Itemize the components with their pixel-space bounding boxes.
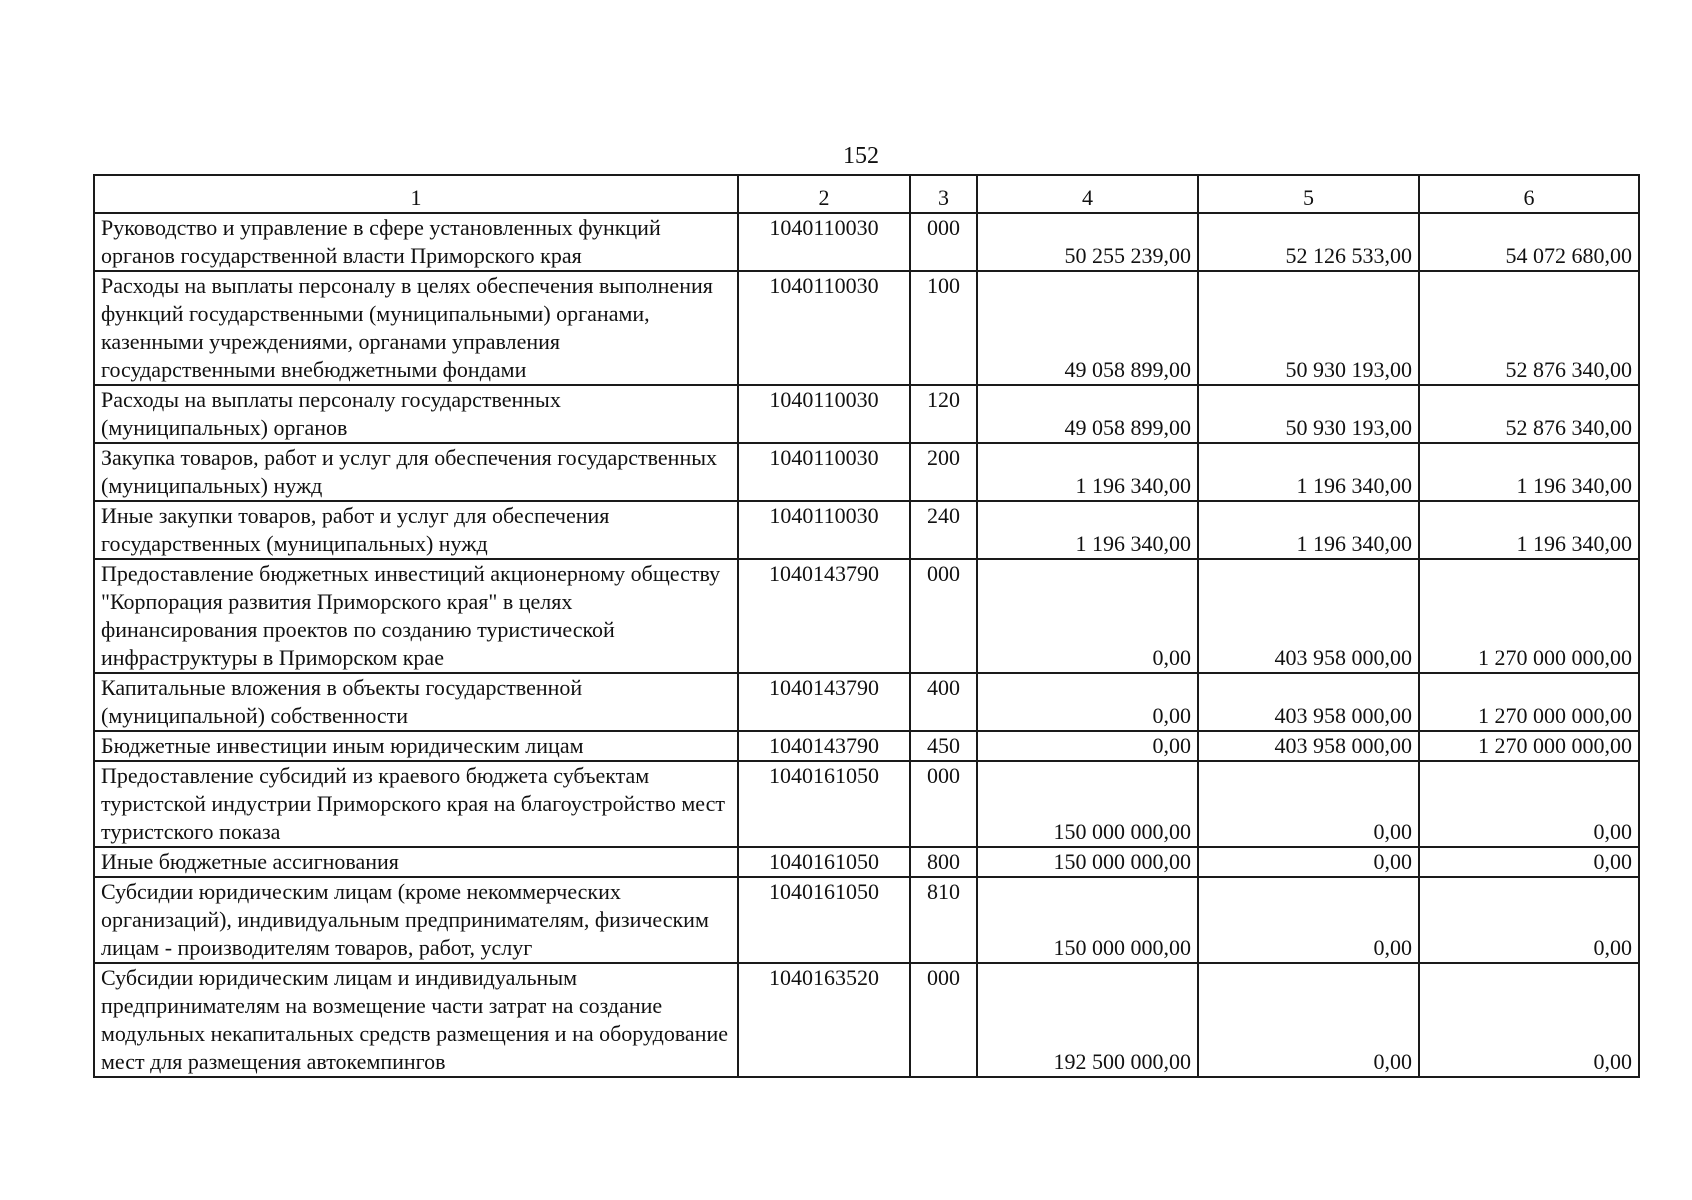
row-value-col6: 1 270 000 000,00 [1419, 559, 1639, 673]
row-value-col6: 0,00 [1419, 847, 1639, 877]
row-value-col6: 1 270 000 000,00 [1419, 673, 1639, 731]
row-value-col5: 403 958 000,00 [1198, 673, 1419, 731]
row-value-col4: 150 000 000,00 [977, 847, 1198, 877]
row-value-col5: 50 930 193,00 [1198, 271, 1419, 385]
row-type: 100 [910, 271, 977, 385]
row-type: 000 [910, 963, 977, 1077]
row-value-col5: 52 126 533,00 [1198, 213, 1419, 271]
row-value-col5: 403 958 000,00 [1198, 559, 1419, 673]
row-value-col4: 150 000 000,00 [977, 761, 1198, 847]
column-header-code: 2 [738, 175, 910, 213]
table-row [94, 385, 1639, 443]
row-value-col4: 1 196 340,00 [977, 501, 1198, 559]
row-value-col4: 0,00 [977, 559, 1198, 673]
row-code: 1040163520 [738, 963, 910, 1077]
row-value-col6: 54 072 680,00 [1419, 213, 1639, 271]
row-code: 1040161050 [738, 761, 910, 847]
row-value-col5: 1 196 340,00 [1198, 443, 1419, 501]
table-row [94, 271, 1639, 385]
row-value-col6: 52 876 340,00 [1419, 385, 1639, 443]
column-header-year-2: 5 [1198, 175, 1419, 213]
row-code: 1040143790 [738, 559, 910, 673]
row-value-col5: 0,00 [1198, 877, 1419, 963]
row-description: Закупка товаров, работ и услуг для обеспечения государственных (муниципальных) нужд [94, 443, 738, 501]
table-header-row [94, 175, 1639, 213]
row-description: Руководство и управление в сфере установленных функций органов государственной власти Приморского края [94, 213, 738, 271]
row-value-col5: 0,00 [1198, 847, 1419, 877]
row-type: 400 [910, 673, 977, 731]
table-row [94, 963, 1639, 1077]
row-value-col4: 49 058 899,00 [977, 385, 1198, 443]
column-header-year-3: 6 [1419, 175, 1639, 213]
row-description: Иные бюджетные ассигнования [94, 847, 738, 877]
row-value-col6: 1 196 340,00 [1419, 443, 1639, 501]
row-code: 1040143790 [738, 731, 910, 761]
row-value-col5: 1 196 340,00 [1198, 501, 1419, 559]
table-row [94, 877, 1639, 963]
row-code: 1040110030 [738, 271, 910, 385]
column-header-description: 1 [94, 175, 738, 213]
row-description: Расходы на выплаты персоналу в целях обеспечения выполнения функций государственными (муниципальными) органами, казенными учреждениями, органами управления государственными внебюджетными фондами [94, 271, 738, 385]
row-description: Иные закупки товаров, работ и услуг для обеспечения государственных (муниципальных) нужд [94, 501, 738, 559]
row-value-col4: 50 255 239,00 [977, 213, 1198, 271]
table-body [94, 213, 1639, 1077]
table-row [94, 559, 1639, 673]
row-value-col4: 49 058 899,00 [977, 271, 1198, 385]
row-value-col6: 0,00 [1419, 963, 1639, 1077]
row-type: 800 [910, 847, 977, 877]
budget-table [93, 174, 1640, 1078]
row-value-col6: 1 196 340,00 [1419, 501, 1639, 559]
table-row [94, 501, 1639, 559]
row-value-col5: 0,00 [1198, 761, 1419, 847]
row-value-col4: 192 500 000,00 [977, 963, 1198, 1077]
row-value-col6: 0,00 [1419, 761, 1639, 847]
row-code: 1040161050 [738, 847, 910, 877]
row-value-col4: 1 196 340,00 [977, 443, 1198, 501]
table-row [94, 673, 1639, 731]
row-value-col4: 150 000 000,00 [977, 877, 1198, 963]
row-value-col5: 50 930 193,00 [1198, 385, 1419, 443]
row-code: 1040110030 [738, 385, 910, 443]
row-type: 120 [910, 385, 977, 443]
row-description: Субсидии юридическим лицам (кроме некоммерческих организаций), индивидуальным предпринимателям, физическим лицам - производителям товаров, работ, услуг [94, 877, 738, 963]
row-code: 1040110030 [738, 501, 910, 559]
row-value-col6: 52 876 340,00 [1419, 271, 1639, 385]
row-type: 000 [910, 213, 977, 271]
row-code: 1040110030 [738, 213, 910, 271]
row-type: 810 [910, 877, 977, 963]
page-number: 152 [843, 143, 879, 169]
table-row [94, 443, 1639, 501]
table-row [94, 847, 1639, 877]
row-description: Расходы на выплаты персоналу государственных (муниципальных) органов [94, 385, 738, 443]
row-description: Капитальные вложения в объекты государственной (муниципальной) собственности [94, 673, 738, 731]
row-description: Предоставление субсидий из краевого бюджета субъектам туристской индустрии Приморского края на благоустройство мест туристского показа [94, 761, 738, 847]
table-row [94, 761, 1639, 847]
row-code: 1040110030 [738, 443, 910, 501]
row-value-col4: 0,00 [977, 731, 1198, 761]
row-description: Предоставление бюджетных инвестиций акционерному обществу "Корпорация развития Приморского края" в целях финансирования проектов по созданию туристической инфраструктуры в Приморском крае [94, 559, 738, 673]
row-value-col5: 403 958 000,00 [1198, 731, 1419, 761]
row-code: 1040143790 [738, 673, 910, 731]
row-value-col5: 0,00 [1198, 963, 1419, 1077]
table-row [94, 731, 1639, 761]
row-code: 1040161050 [738, 877, 910, 963]
row-type: 000 [910, 761, 977, 847]
row-type: 000 [910, 559, 977, 673]
column-header-type: 3 [910, 175, 977, 213]
table-row [94, 213, 1639, 271]
row-value-col4: 0,00 [977, 673, 1198, 731]
row-type: 240 [910, 501, 977, 559]
row-type: 450 [910, 731, 977, 761]
row-type: 200 [910, 443, 977, 501]
row-description: Субсидии юридическим лицам и индивидуальным предпринимателям на возмещение части затрат на создание модульных некапитальных средств размещения и на оборудование мест для размещения автокемпингов [94, 963, 738, 1077]
row-value-col6: 1 270 000 000,00 [1419, 731, 1639, 761]
row-value-col6: 0,00 [1419, 877, 1639, 963]
row-description: Бюджетные инвестиции иным юридическим лицам [94, 731, 738, 761]
column-header-year-1: 4 [977, 175, 1198, 213]
